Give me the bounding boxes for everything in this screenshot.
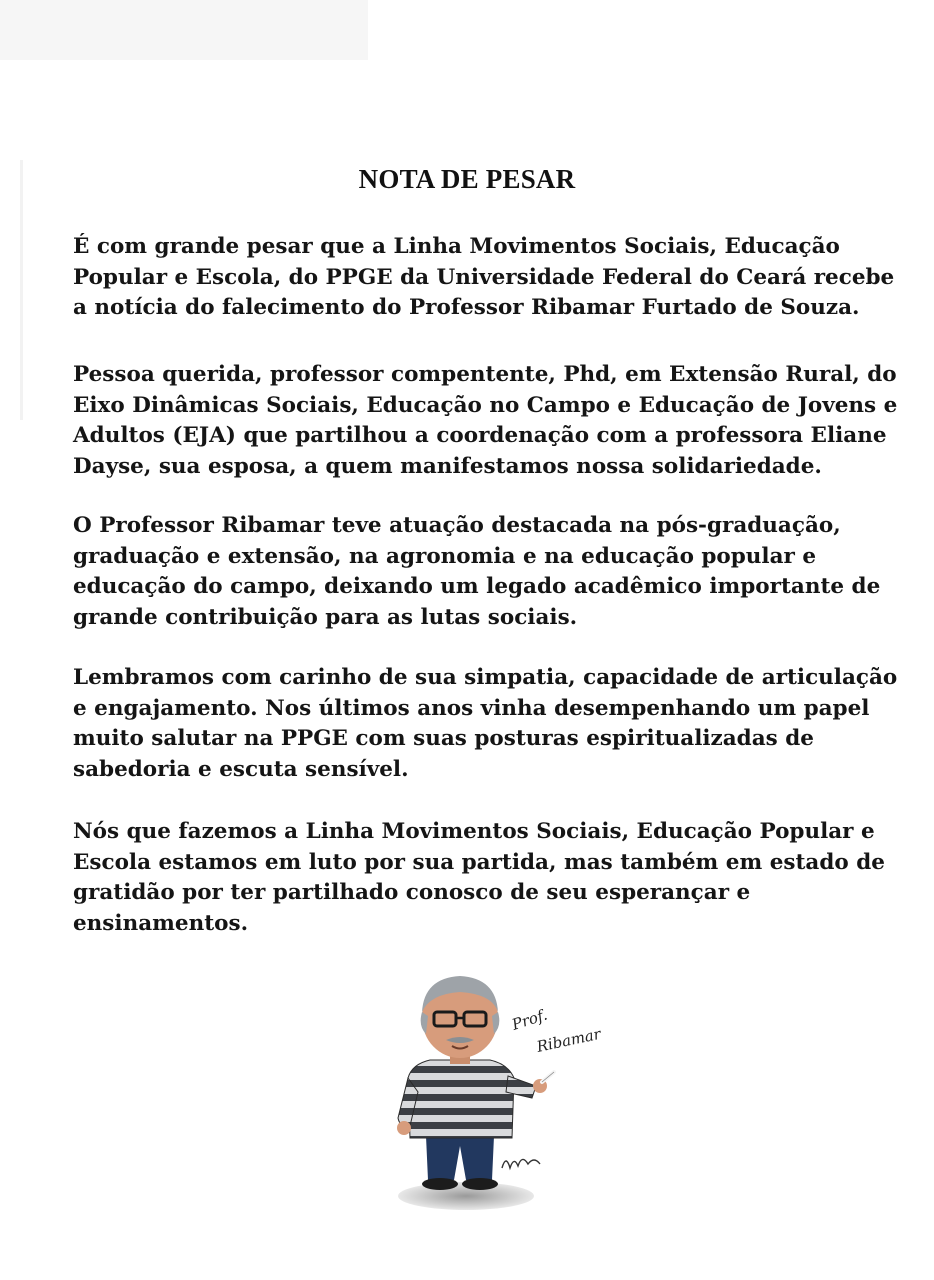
paragraph-line: O Professor Ribamar teve atuação destacada na pós-graduação,: [73, 513, 841, 538]
paragraph-line: Dayse, sua esposa, a quem manifestamos nossa solidariedade.: [73, 453, 822, 479]
left-shoe: [422, 1178, 458, 1190]
shirt: [408, 1060, 514, 1138]
scan-artifact-edge: [20, 160, 23, 420]
paragraph-line: sabedoria e escuta sensível.: [73, 756, 409, 782]
paragraph-line: Lembramos com carinho de sua simpatia, capacidade de articulação: [73, 665, 898, 690]
paragraph-line: grande contribuição para as lutas sociais.: [73, 604, 578, 630]
caricature-illustration: [368, 968, 610, 1220]
caption-line-2: Ribamar: [535, 1024, 603, 1056]
paragraph-line: graduação e extensão, na agronomia e na educação popular e: [73, 543, 817, 569]
caption-line-1: Prof.: [509, 1005, 550, 1034]
paragraph-3: [73, 511, 883, 633]
paragraph-line: Pessoa querida, professor compentente, Phd, em Extensão Rural, do: [73, 362, 897, 387]
paragraph-4: [73, 663, 898, 785]
paragraph-line: e engajamento. Nos últimos anos vinha desempenhando um papel: [73, 695, 870, 721]
paragraph-line: ensinamentos.: [73, 910, 249, 936]
paragraph-1: [73, 232, 895, 324]
paragraph-line: É com grande pesar que a Linha Movimentos Sociais, Educação: [73, 234, 840, 259]
paragraph-line: Eixo Dinâmicas Sociais, Educação no Campo e Educação de Jovens e: [73, 392, 898, 418]
scan-artifact: [0, 0, 368, 60]
paragraph-line: a notícia do falecimento do Professor Ribamar Furtado de Souza.: [73, 295, 860, 320]
paragraph-line: Escola estamos em luto por sua partida, mas também em estado de: [73, 849, 885, 875]
right-shoe: [462, 1178, 498, 1190]
paragraph-line: Nós que fazemos a Linha Movimentos Sociais, Educação Popular e: [73, 819, 875, 844]
pants: [426, 1136, 494, 1180]
paragraph-2: [73, 360, 898, 482]
paragraph-line: Popular e Escola, do PPGE da Universidade Federal do Ceará recebe: [73, 264, 895, 290]
paragraph-line: gratidão por ter partilhado conosco de seu esperançar e: [73, 880, 751, 905]
left-hand: [397, 1121, 411, 1135]
artist-signature: [502, 1159, 540, 1168]
paragraph-line: muito salutar na PPGE com suas posturas espiritualizadas de: [73, 726, 814, 751]
paragraph-line: educação do campo, deixando um legado acadêmico importante de: [73, 574, 881, 599]
paragraph-line: Adultos (EJA) que partilhou a coordenação com a professora Eliane: [73, 423, 887, 448]
paragraph-5: [73, 817, 883, 939]
page-title: NOTA DE PESAR: [358, 164, 576, 195]
